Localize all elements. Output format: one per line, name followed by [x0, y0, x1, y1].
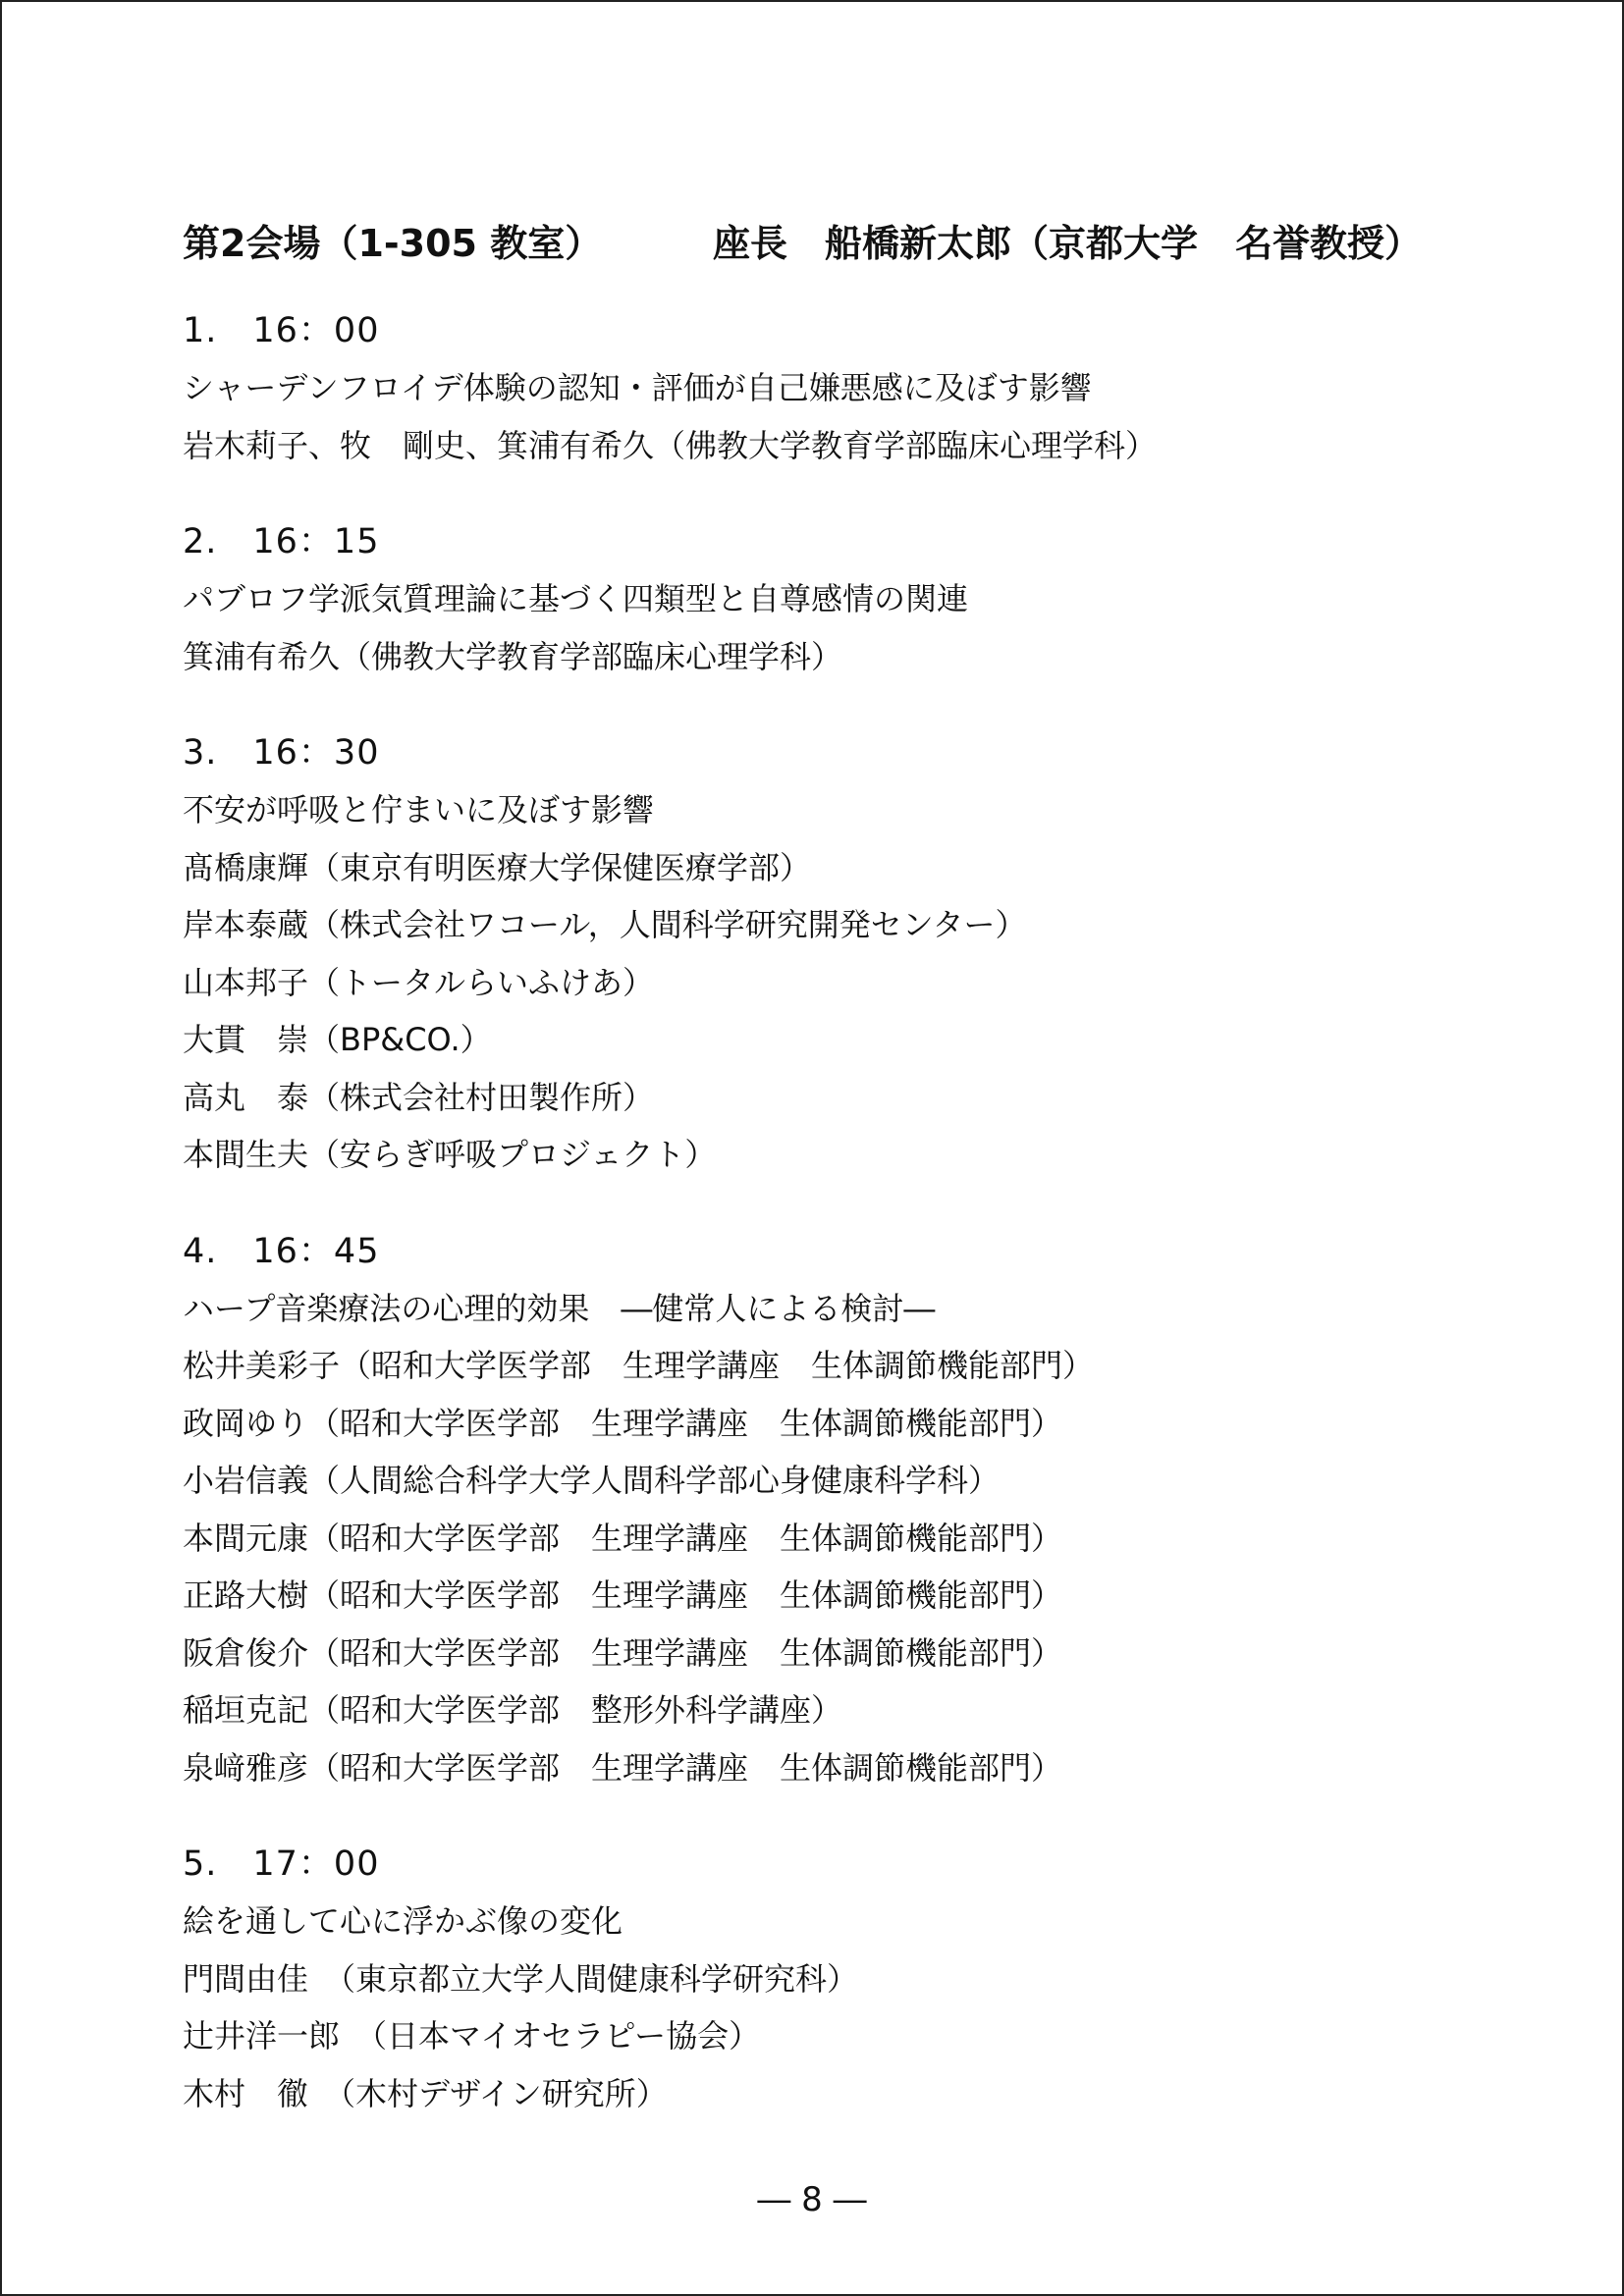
- author-line: 岩木莉子、牧 剛史、箕浦有希久（佛教大学教育学部臨床心理学科）: [183, 426, 1158, 464]
- author-line: 箕浦有希久（佛教大学教育学部臨床心理学科）: [183, 637, 843, 675]
- session-number: 1. 16：00: [183, 311, 380, 350]
- presentation-title: パブロフ学派気質理論に基づく四類型と自尊感情の関連: [183, 580, 969, 617]
- room-label: 第2会場（1-305 教室）: [183, 222, 603, 265]
- author-line: 門間由佳 （東京都立大学人間健康科学研究科）: [183, 1959, 859, 1998]
- session-header: [183, 216, 1459, 271]
- author-line: 木村 徹 （木村デザイン研究所）: [183, 2074, 668, 2112]
- session-number: 5. 17：00: [183, 1844, 380, 1884]
- page-number: ― 8 ―: [757, 2180, 867, 2219]
- presentation-title: 絵を通して心に浮かぶ像の変化: [183, 1902, 623, 1940]
- presentation-title: シャーデンフロイデ体験の認知・評価が自己嫌悪感に及ぼす影響: [183, 369, 1092, 406]
- author-line: 小岩信義（人間総合科学大学人間科学部心身健康科学科）: [183, 1462, 1001, 1499]
- session-1: [183, 302, 1459, 474]
- session-number: 2. 16：15: [183, 522, 380, 561]
- author-line: 正路大樹（昭和大学医学部 生理学講座 生体調節機能部門）: [183, 1576, 1063, 1614]
- session-2: [183, 513, 1459, 685]
- session-3: [183, 724, 1459, 1184]
- author-line: 政岡ゆり（昭和大学医学部 生理学講座 生体調節機能部門）: [183, 1404, 1063, 1442]
- session-number: 3. 16：30: [183, 733, 380, 773]
- author-line: 阪倉俊介（昭和大学医学部 生理学講座 生体調節機能部門）: [183, 1633, 1063, 1672]
- author-line: 稲垣克記（昭和大学医学部 整形外科学講座）: [183, 1691, 843, 1729]
- session-5: [183, 1836, 1459, 2122]
- presentation-title: ハープ音楽療法の心理的効果 ―健常人による検討―: [183, 1289, 936, 1327]
- author-line: 岸本泰蔵（株式会社ワコール，人間科学研究開発センター）: [183, 906, 1027, 943]
- session-number: 4. 16：45: [183, 1231, 380, 1271]
- author-line: 本間元康（昭和大学医学部 生理学講座 生体調節機能部門）: [183, 1519, 1063, 1557]
- presentation-title: 不安が呼吸と佇まいに及ぼす影響: [183, 791, 655, 828]
- chair-label: 座長 船橋新太郎（京都大学 名誉教授）: [713, 222, 1423, 265]
- author-line: 髙橋康輝（東京有明医療大学保健医療学部）: [183, 848, 812, 886]
- author-line: 泉﨑雅彦（昭和大学医学部 生理学講座 生体調節機能部門）: [183, 1748, 1063, 1787]
- author-line: 辻井洋一郎 （日本マイオセラピー協会）: [183, 2017, 761, 2055]
- author-line: 大貫 崇（BP&CO.）: [183, 1021, 492, 1058]
- author-line: 本間生夫（安らぎ呼吸プロジェクト）: [183, 1136, 717, 1173]
- session-4: [183, 1223, 1459, 1797]
- author-line: 高丸 泰（株式会社村田製作所）: [183, 1078, 655, 1116]
- program-list: [183, 302, 1459, 2162]
- author-line: 山本邦子（トータルらいふけあ）: [183, 963, 655, 1001]
- author-line: 松井美彩子（昭和大学医学部 生理学講座 生体調節機能部門）: [183, 1347, 1095, 1384]
